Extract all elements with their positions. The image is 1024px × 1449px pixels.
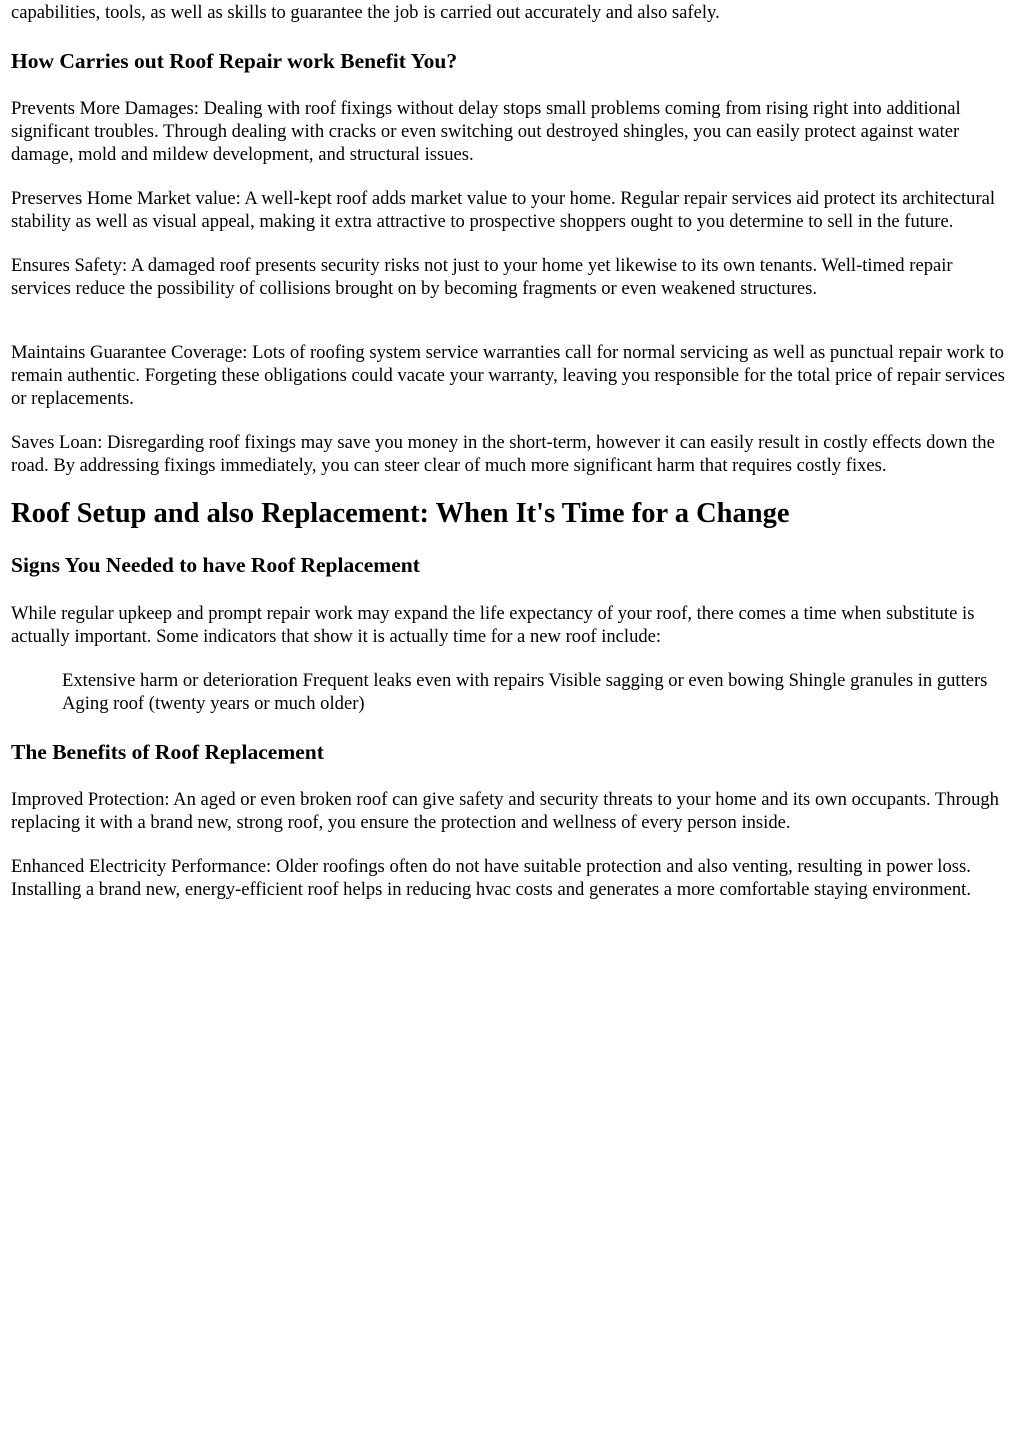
prevents-damages-paragraph: Prevents More Damages: Dealing with roof fixings without delay stops small problems coming from rising right into additional significant troubles. Through dealing with cracks or even switching out destroyed shingles, you can easily protect against water damage, mold and mildew development, and structural issues. <box>11 98 961 165</box>
signs-heading: Signs You Needed to have Roof Replacement <box>11 553 420 577</box>
replacement-section-heading: Roof Setup and also Replacement: When It's Time for a Change <box>11 498 790 529</box>
energy-performance-paragraph: Enhanced Electricity Performance: Older roofings often do not have suitable protection and also venting, resulting in power loss. Installing a brand new, energy-efficient roof helps in reducing hvac costs and generates a more comfortable staying environment. <box>11 856 972 900</box>
repair-benefits-heading: How Carries out Roof Repair work Benefit You? <box>11 49 458 73</box>
preserves-value-paragraph: Preserves Home Market value: A well-kept roof adds market value to your home. Regular repair services aid protect its architectural stability as well as visual appeal, making it extra attractive to prospective shoppers ought to you determine to sell in the future. <box>11 188 996 232</box>
document-page <box>0 1 1024 901</box>
improved-protection-paragraph: Improved Protection: An aged or even broken roof can give safety and security threats to your home and its own occupants. Through replacing it with a brand new, strong roof, you ensure the protection and wellness of every person inside. <box>11 789 999 833</box>
guarantee-coverage-paragraph: Maintains Guarantee Coverage: Lots of roofing system service warranties call for normal servicing as well as punctual repair work to remain authentic. Forgeting these obligations could vacate your warranty, leaving you responsible for the total price of repair services or replacements. <box>11 342 1005 409</box>
replacement-benefits-heading: The Benefits of Roof Replacement <box>11 740 324 764</box>
ensures-safety-paragraph: Ensures Safety: A damaged roof presents security risks not just to your home yet likewise to its own tenants. Well-timed repair services reduce the possibility of collisions brought on by becoming fragments or even weakened structures. <box>11 255 953 299</box>
signs-list-block: Extensive harm or deterioration Frequent leaks even with repairs Visible sagging or even bowing Shingle granules in gutters Aging roof (twenty years or much older) <box>62 670 988 714</box>
intro-tail-paragraph: capabilities, tools, as well as skills to guarantee the job is carried out accurately and also safely. <box>11 2 720 23</box>
signs-intro-paragraph: While regular upkeep and prompt repair work may expand the life expectancy of your roof, there comes a time when substitute is actually important. Some indicators that show it is actually time for a new roof include: <box>11 603 975 647</box>
saves-loan-paragraph: Saves Loan: Disregarding roof fixings may save you money in the short-term, however it can easily result in costly effects down the road. By addressing fixings immediately, you can steer clear of much more significant harm that requires costly fixes. <box>11 432 995 476</box>
